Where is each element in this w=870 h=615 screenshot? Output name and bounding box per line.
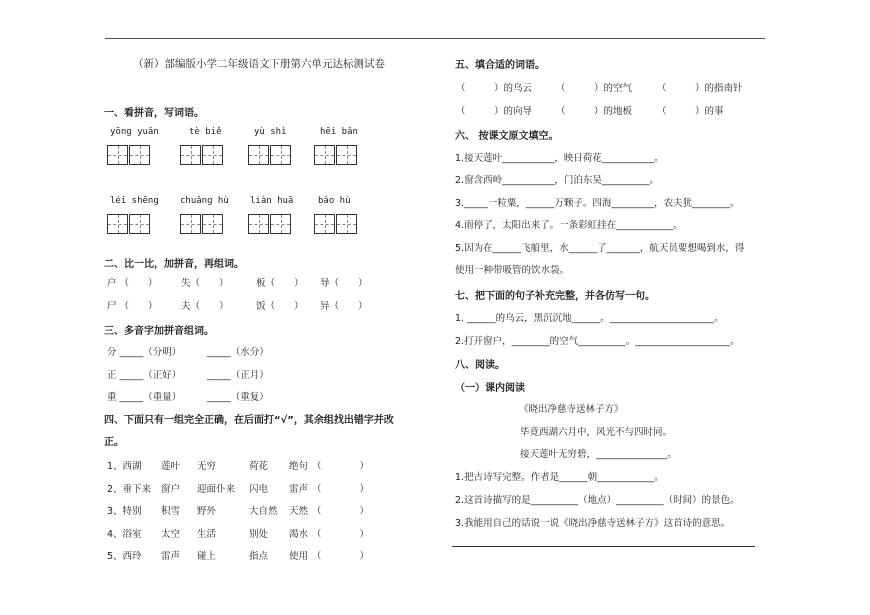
s4-cell: 绝句 bbox=[289, 461, 309, 472]
section-5-heading: 五、填合适的词语。 bbox=[455, 60, 545, 71]
poem-line-2: 接天莲叶无穷碧，_______________。 bbox=[520, 449, 677, 460]
s4-cell: 天然 bbox=[289, 506, 309, 517]
s7-line: 1. ______的乌云，黑沉沉地______。______________________。 bbox=[455, 313, 724, 324]
section-4-heading: 四、下面只有一组完全正确，在后面打“√”，其余组找出错字并改 bbox=[104, 415, 394, 426]
s4-cell: 4、浴室 bbox=[107, 529, 142, 540]
s4-cell: 使用 bbox=[289, 551, 309, 562]
s2-item: 尸 （ ） bbox=[107, 301, 158, 312]
s4-cell: 雷声 bbox=[289, 484, 309, 495]
pinyin-6: chuǎng hù bbox=[180, 196, 229, 206]
s4-cell: 无穷 bbox=[197, 461, 217, 472]
s2-item: 户 （ ） bbox=[107, 278, 158, 289]
s4-cell: 渴水 bbox=[289, 529, 309, 540]
section-7-heading: 七、把下面的句子补充完整，并各仿写一句。 bbox=[455, 291, 655, 302]
s4-answer[interactable]: （ ） bbox=[312, 529, 370, 540]
s8-question: 1.把古诗写完整。作者是______朝____________。 bbox=[455, 472, 664, 483]
s4-cell: 积雪 bbox=[161, 506, 181, 517]
s2-item: 失（ ） bbox=[181, 278, 229, 289]
poem-line-1: 毕竟西湖六月中，风光不与四时同。 bbox=[520, 427, 673, 438]
s5-item: （ ）的事 bbox=[657, 106, 724, 117]
s6-line: 1.接天莲叶___________，映日荷花___________。 bbox=[455, 153, 664, 164]
s3-item: 分 _____（分明） bbox=[107, 347, 182, 358]
section-1-heading: 一、看拼音，写词语。 bbox=[104, 108, 204, 119]
s2-item: 饭（ ） bbox=[256, 301, 304, 312]
s8-question: 3.我能用自己的话说一说《晓出净慈寺送林子方》这首诗的意思。 bbox=[455, 518, 731, 529]
s4-cell: 闪电 bbox=[249, 484, 269, 495]
section-8-sub: （一）课内阅读 bbox=[455, 383, 525, 394]
s3-item: _____（正月） bbox=[207, 370, 269, 381]
writing-grid-2[interactable] bbox=[180, 145, 224, 165]
s4-answer[interactable]: （ ） bbox=[312, 461, 370, 472]
pinyin-7: liàn huā bbox=[250, 196, 294, 206]
writing-grid-5[interactable] bbox=[107, 214, 151, 234]
s5-item: （ ）的空气 bbox=[556, 83, 633, 94]
section-4-heading-cont: 正。 bbox=[104, 437, 124, 448]
s4-cell: 迎面仆来 bbox=[197, 484, 236, 495]
s4-cell: 5、西玲 bbox=[107, 551, 142, 562]
s5-item: （ ）的指南针 bbox=[657, 83, 743, 94]
section-2-heading: 二、比一比，加拼音，再组词。 bbox=[104, 259, 244, 270]
s4-cell: 野外 bbox=[197, 506, 217, 517]
writing-grid-7[interactable] bbox=[248, 214, 292, 234]
pinyin-2: tè biě bbox=[189, 127, 222, 137]
s5-item: （ ）的向导 bbox=[456, 106, 533, 117]
section-3-heading: 三、多音字加拼音组词。 bbox=[104, 326, 214, 337]
s6-line: 4.雨停了，太阳出来了。一条彩虹挂在____________。 bbox=[455, 220, 683, 231]
s4-cell: 大自然 bbox=[249, 506, 278, 517]
writing-grid-4[interactable] bbox=[314, 145, 358, 165]
writing-grid-6[interactable] bbox=[180, 214, 224, 234]
s4-cell: 别处 bbox=[249, 529, 269, 540]
s4-cell: 莲叶 bbox=[161, 461, 181, 472]
pinyin-4: hēi bǎn bbox=[320, 127, 358, 137]
pinyin-8: bǎo hù bbox=[318, 196, 351, 206]
s4-cell: 窗户 bbox=[161, 484, 181, 495]
writing-grid-1[interactable] bbox=[107, 145, 151, 165]
s4-cell: 太空 bbox=[161, 529, 181, 540]
writing-grid-8[interactable] bbox=[314, 214, 358, 234]
pinyin-3: yù shì bbox=[254, 127, 287, 137]
s6-line: 3._____一粒粟，______万颗子。四海_________，农夫犹________。 bbox=[455, 198, 740, 209]
s4-cell: 3、特别 bbox=[107, 506, 142, 517]
s4-cell: 1、西湖 bbox=[107, 461, 142, 472]
s4-cell: 2、垂下来 bbox=[107, 484, 152, 495]
section-6-heading: 六、 按课文原文填空。 bbox=[455, 131, 559, 142]
s4-cell: 碰上 bbox=[197, 551, 217, 562]
pinyin-1: yōng yuǎn bbox=[110, 127, 159, 137]
s2-item: 导（ ） bbox=[320, 278, 368, 289]
writing-grid-3[interactable] bbox=[248, 145, 292, 165]
s2-item: 板（ ） bbox=[256, 278, 304, 289]
s4-cell: 指点 bbox=[249, 551, 269, 562]
section-8-heading: 八、阅读。 bbox=[455, 360, 505, 371]
s4-answer[interactable]: （ ） bbox=[312, 506, 370, 517]
answer-line[interactable] bbox=[452, 546, 755, 547]
s5-item: （ ）的地板 bbox=[556, 106, 633, 117]
s2-item: 异（ ） bbox=[320, 301, 368, 312]
s3-item: _____（水分） bbox=[207, 347, 269, 358]
s3-item: _____（重复） bbox=[207, 392, 269, 403]
s2-item: 夫（ ） bbox=[181, 301, 229, 312]
pinyin-5: léi shēng bbox=[110, 196, 159, 206]
top-rule bbox=[105, 38, 765, 39]
s7-line: 2.打开窗户，________的空气__________。____________________。 bbox=[455, 336, 740, 347]
s8-question: 2.这首诗描写的是__________（地点）__________（时间）的景色。 bbox=[455, 495, 740, 506]
s4-answer[interactable]: （ ） bbox=[312, 484, 370, 495]
s3-item: 重 _____（重量） bbox=[107, 392, 182, 403]
s3-item: 正 _____（正好） bbox=[107, 370, 182, 381]
page-title: （新）部编版小学二年级语文下册第六单元达标测试卷 bbox=[133, 58, 385, 70]
s4-cell: 荷花 bbox=[249, 461, 269, 472]
s6-line: 2.窗含西岭___________，门泊东吴__________。 bbox=[455, 175, 659, 186]
s4-answer[interactable]: （ ） bbox=[312, 551, 370, 562]
s4-cell: 雷声 bbox=[161, 551, 181, 562]
poem-title: 《晓出净慈寺送林子方》 bbox=[519, 404, 624, 415]
s6-line: 使用一种带吸管的饮水袋。 bbox=[455, 265, 570, 276]
s6-line: 5.因为在______飞船里，水______了_______，航天员要想喝到水，得 bbox=[455, 243, 745, 254]
s5-item: （ ）的乌云 bbox=[456, 83, 533, 94]
s4-cell: 生活 bbox=[197, 529, 217, 540]
